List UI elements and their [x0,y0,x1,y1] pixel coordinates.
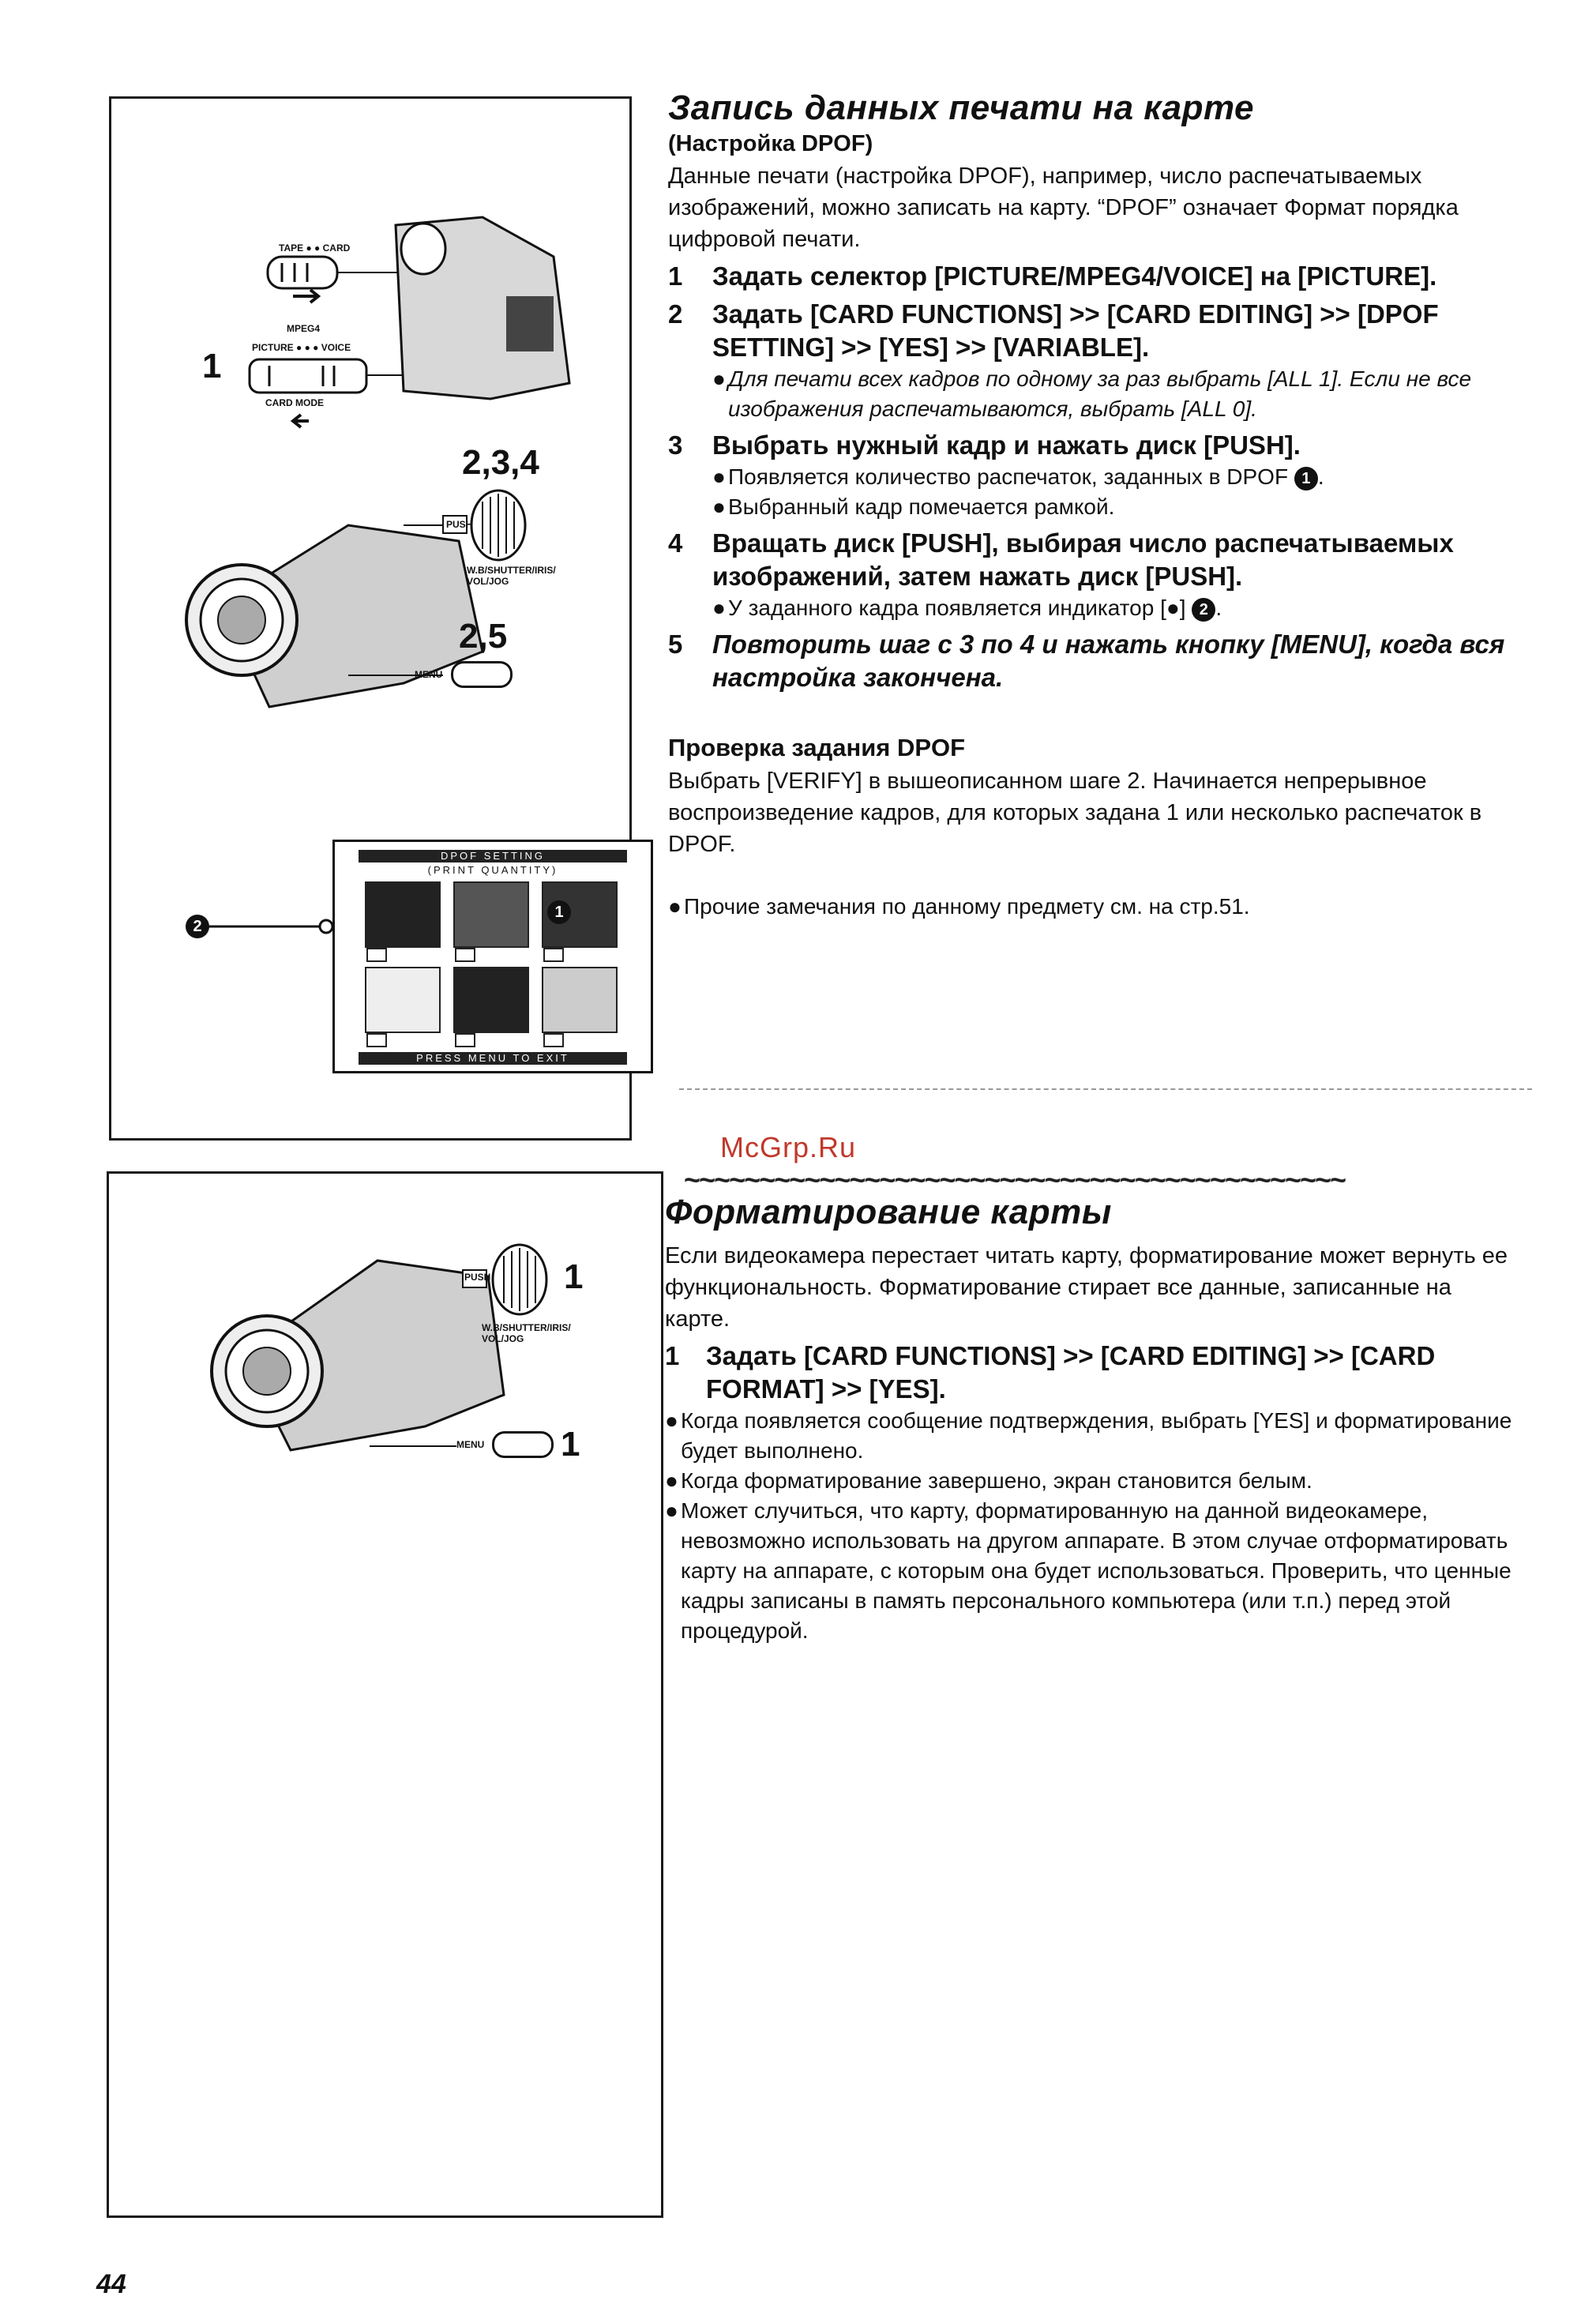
thumb-label [543,948,564,962]
menu-button-illustration [451,661,513,688]
callout-2: 2 [186,915,209,938]
intro-paragraph: Данные печати (настройка DPOF), например, число распечатываемых изображений, можно записать на карту. “DPOF” означает Формат порядка цифровой печати. [668,163,1459,252]
section-format [665,1193,1518,1646]
thumbnail [453,881,529,948]
step-1: 1 Задать селектор [PICTURE/MPEG4/VOICE] на [PICTURE]. [668,261,1437,291]
card-mode-label: CARD MODE [265,397,324,408]
step-5: 5 Повторить шаг с 3 по 4 и нажать кнопку [MENU], когда вся настройка закончена. [668,629,1505,692]
step-3: 3 Выбрать нужный кадр и нажать диск [PUSH]. [668,430,1301,460]
section-subtitle-dpof: (Настройка DPOF) [668,131,873,156]
thumbnail [365,881,441,948]
check-paragraph: Выбрать [VERIFY] в вышеописанном шаге 2. Начинается непрерывное воспроизведение кадров, для которых задана 1 или несколько распечаток в DPOF. [668,769,1482,857]
separator [679,1088,1532,1090]
step-4: 4 Вращать диск [PUSH], выбирая число распечатываемых изображений, затем нажать диск [PUSH]. [668,528,1454,591]
camcorder-illustration [109,1174,666,2220]
mpeg4-label: MPEG4 [287,323,321,334]
thumb-label [543,1033,564,1047]
step-label-25: 2,5 [459,617,508,656]
format-step-1: 1 Задать [CARD FUNCTIONS] >> [CARD EDITING] >> [CARD FORMAT] >> [YES]. [665,1341,1436,1404]
step-label-1: 1 [202,347,222,385]
callout-1-icon: 1 [1294,467,1318,490]
step-2: 2 Задать [CARD FUNCTIONS] >> [CARD EDITING] >> [DPOF SETTING] >> [YES] >> [VARIABLE]. [668,299,1439,362]
step-3-note-1: ● Появляется количество распечаток, заданных в DPOF 1 . [712,464,1324,489]
format-note-2: ● Когда форматирование завершено, экран становится белым. [665,1468,1312,1493]
step-label-1-dial: 1 [564,1257,584,1296]
callout-2-icon: 2 [1192,598,1215,622]
check-title: Проверка задания DPOF [668,734,966,761]
format-note-1: ● Когда появляется сообщение подтверждения, выбрать [YES] и форматирование будет выполнено. [665,1408,1512,1463]
thumb-label [366,948,387,962]
format-intro: Если видеокамера перестает читать карту, форматирование может вернуть ее функциональность. Форматирование стирает все данные, записанные на карте. [665,1243,1508,1332]
thumbnail [542,967,618,1033]
thumbnail [365,967,441,1033]
format-note-3: ● Может случиться, что карту, форматированную на данной видеокамере, невозможно использовать на другом аппарате. В этом случае отформатировать карту на аппарате, с которым она будет использоваться. Проверить, что ценные кадры записаны в память персонального компьютера (или т.п.) перед этой процедурой. [665,1498,1512,1643]
dial-label: W.B/SHUTTER/IRIS/ VOL/JOG [467,565,556,587]
picture-voice-label: PICTURE ● ● ● VOICE [252,342,351,353]
watermark: McGrp.Ru [720,1131,857,1163]
dpof-screen [332,840,653,1073]
thumbnail [453,967,529,1033]
section-dpof [668,88,1521,922]
tape-card-label: TAPE ● ● CARD [279,242,351,254]
thumb-label [366,1033,387,1047]
screen-subheader: (PRINT QUANTITY) [427,864,558,876]
callout-1: 1 [547,900,571,924]
screen-footer: PRESS MENU TO EXIT [359,1052,627,1065]
page-number: 44 [96,2269,126,2299]
section-title-format: Форматирование карты [665,1193,1112,1231]
menu-label: MENU [456,1439,485,1450]
wave-divider: ~~~~~~~~~~~~~~~~~~~~~~~~~~~~~~~~~~~~~~~~~~~~ [684,1163,1346,1196]
section-title-dpof: Запись данных печати на карте [668,88,1254,127]
menu-label: MENU [415,669,443,680]
push-label: PUSH [446,519,473,530]
step-label-1-menu: 1 [561,1425,580,1464]
figure-panel-format [107,1171,663,2218]
step-4-note: ● У заданного кадра появляется индикатор [●] 2 . [712,596,1222,620]
dial-label: W.B/SHUTTER/IRIS/ VOL/JOG [482,1322,571,1344]
thumb-label [455,948,475,962]
thumb-label [455,1033,475,1047]
menu-button-illustration [492,1431,554,1458]
step-3-note-2: ● Выбранный кадр помечается рамкой. [712,494,1115,519]
screen-header: DPOF SETTING [359,850,627,862]
note: ● Прочие замечания по данному предмету см. на стр.51. [668,894,1250,919]
figure-panel-dpof [109,96,632,1141]
step-2-note: ● Для печати всех кадров по одному за раз выбрать [ALL 1]. Если не все изображения распечатываются, выбрать [ALL 0]. [712,366,1472,421]
push-label: PUSH [464,1272,491,1283]
step-label-234: 2,3,4 [462,443,539,482]
